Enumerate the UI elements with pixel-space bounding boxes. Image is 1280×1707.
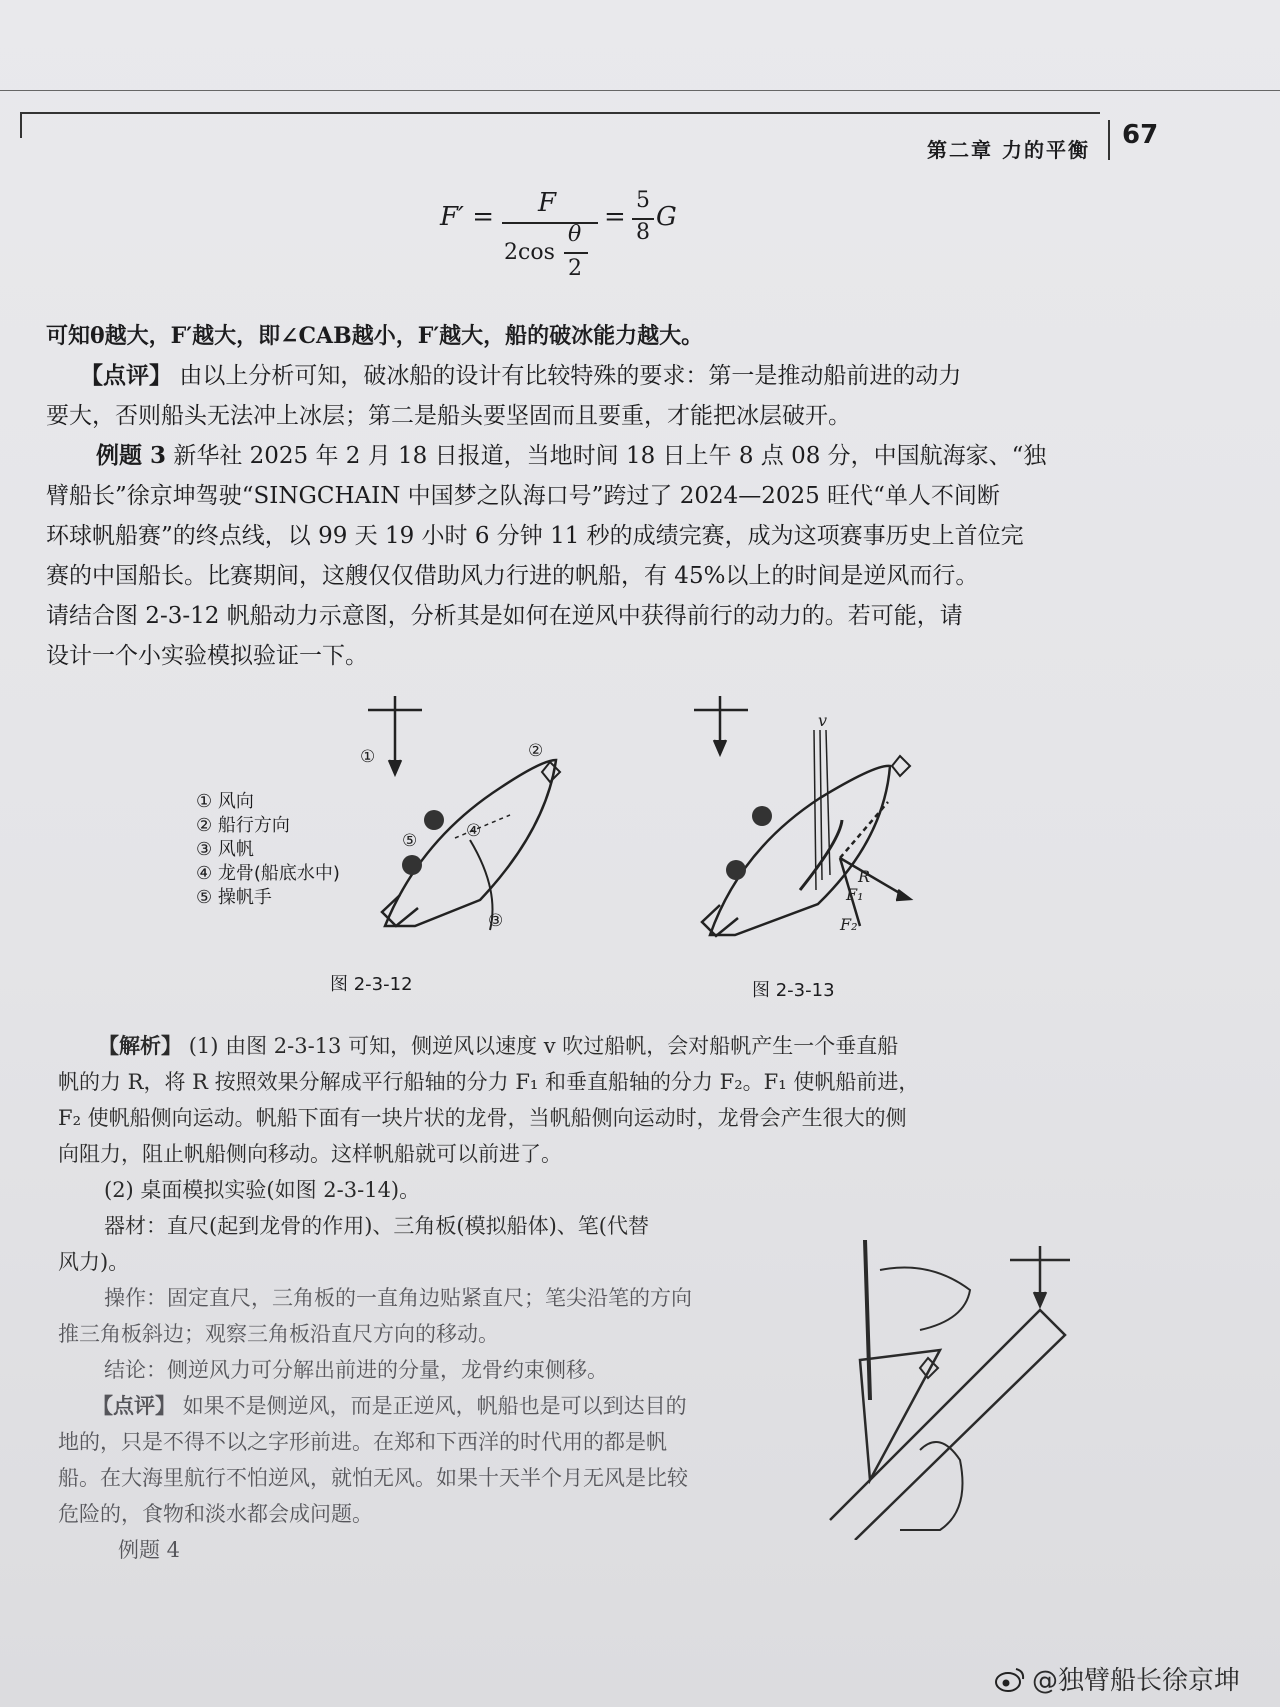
figure14-diagram [820,1240,1100,1540]
figure12-caption: 图 2-3-12 [330,974,413,995]
wind-arrow-head [389,760,401,774]
formula-two: 2 [568,256,582,281]
weibo-icon [994,1665,1026,1693]
label-r: R [858,867,871,886]
sailor-figure [424,810,444,830]
formula-frac-den: 8 [636,220,650,245]
formula-theta: θ [568,222,582,247]
watermark [994,1660,1240,1697]
page-number: 67 [1122,120,1159,150]
figure12-diagram [360,690,600,960]
comment2-text1: 如果不是侧逆风，而是正逆风，帆船也是可以到达目的 [182,1394,687,1418]
legend-item: ④ 龙骨(船底水中) [196,863,340,884]
materials-line2: 风力)。 [58,1250,130,1274]
comment1-text1: 由以上分析可知，破冰船的设计有比较特殊的要求：第一是推动船前进的动力 [179,363,962,389]
example3-line1 [46,436,1106,476]
wind-arrow-head [1034,1292,1046,1306]
sailor-figure [726,860,746,880]
hull-outline [710,766,890,935]
materials-line1: 器材：直尺(起到龙骨的作用)、三角板(模拟船体)、笔(代替 [104,1214,649,1238]
label-v: v [818,711,828,730]
formula-frac-num: 5 [636,188,650,213]
formula-lhs: F′ = [440,202,494,232]
wind-arrow-head [714,740,726,754]
legend-item: ② 船行方向 [196,815,290,836]
theta-fraction-bar [564,252,588,254]
comment1-line1 [46,356,1106,396]
comment1-text2: 要大，否则船头无法冲上冰层；第二是船头要坚固而且要重，才能把冰层破开。 [46,403,851,429]
comment2-text2: 地的，只是不得不以之字形前进。在郑和下西洋的时代用的都是帆 [58,1430,667,1454]
example3-text6: 设计一个小实验模拟验证一下。 [46,643,368,669]
conclusion-line: 结论：侧逆风力可分解出前进的分量，龙骨约束侧移。 [104,1358,608,1382]
pen [865,1240,870,1400]
marker-4: ④ [466,821,482,841]
bow-direction-marker [892,756,910,776]
figure12-legend [196,790,340,910]
label-f1: F₁ [846,885,864,904]
figure13-diagram [690,690,940,960]
conclusion-line: 可知θ越大，F′越大，即∠CAB越小，F′越大，船的破冰能力越大。 [46,323,704,349]
comment2-text3: 船。在大海里航行不怕逆风，就怕无风。如果十天半个月无风是比较 [58,1466,688,1490]
page-top-edge [0,90,1280,91]
operation-line2: 推三角板斜边；观察三角板沿直尺方向的移动。 [58,1322,499,1346]
example3-label: 例题 3 [96,442,167,469]
sailor-figure [402,855,422,875]
marker-2: ② [528,741,544,761]
marker-3: ③ [488,911,504,931]
comment2-text4: 危险的，食物和淡水都会成问题。 [58,1502,373,1526]
example3-text1: 新华社 2025 年 2 月 18 日报道，当地时间 18 日上午 8 点 08 分，中国航海家、“独 [173,443,1047,469]
analysis-text4: 向阻力，阻止帆船侧向移动。这样帆船就可以前进了。 [58,1142,562,1166]
marker-5: ⑤ [402,831,418,851]
sailor-figure [752,806,772,826]
header-divider [1108,120,1110,160]
analysis-text2: 帆的力 R，将 R 按照效果分解成平行船轴的分力 F₁ 和垂直船轴的分力 F₂。F₁ 使帆船前进， [58,1070,920,1094]
force-r-head [896,890,910,900]
figure13-caption: 图 2-3-13 [752,980,835,1001]
formula-numerator: F [538,188,557,218]
wind-stream [820,730,822,880]
comment1-label: 【点评】 [80,362,172,389]
formula-denominator: 2cos [504,240,555,265]
operation-line1: 操作：固定直尺，三角板的一直角边贴紧直尺；笔尖沿笔的方向 [104,1286,692,1310]
example3-text5: 请结合图 2-3-12 帆船动力示意图，分析其是如何在逆风中获得前行的动力的。若可能，请 [46,603,963,629]
analysis-text3: F₂ 使帆船侧向运动。帆船下面有一块片状的龙骨，当帆船侧向运动时，龙骨会产生很大的侧 [58,1106,907,1130]
legend-item: ① 风向 [196,791,254,812]
analysis-part2: (2) 桌面模拟实验(如图 2-3-14)。 [104,1178,421,1202]
keel-line [455,815,510,838]
formula-g: G [656,202,677,232]
analysis-line1 [58,1028,1078,1064]
example3-text2: 臂船长”徐京坤驾驶“SINGCHAIN 中国梦之队海口号”跨过了 2024—2025 旺代“单人不间断 [46,483,1000,509]
comment2-label: 【点评】 [92,1393,176,1418]
marker-1: ① [360,747,376,767]
label-f2: F₂ [840,915,858,934]
watermark-text: @独臂船长徐京坤 [1031,1666,1240,1696]
body-text [46,316,1106,676]
formula-eq: = [604,202,626,232]
analysis-label: 【解析】 [98,1033,182,1058]
legend-item: ③ 风帆 [196,839,254,860]
example3-text4: 赛的中国船长。比赛期间，这艘仅仅借助风力行进的帆船，有 45%以上的时间是逆风而行。 [46,563,979,589]
legend-item: ⑤ 操帆手 [196,887,272,908]
formula [440,188,740,288]
fraction-bar [502,222,598,224]
wind-stream [814,730,816,890]
triangle-board [860,1350,940,1480]
chapter-header: 第二章 力的平衡 [927,138,1090,162]
example4-label: 例题 4 [118,1538,181,1562]
hand-top [880,1268,970,1331]
example3-text3: 环球帆船赛”的终点线，以 99 天 19 小时 6 分钟 11 秒的成绩完赛，成为这项赛事历史上首位完 [46,523,1024,549]
analysis-text1: (1) 由图 2-3-13 可知，侧逆风以速度 v 吹过船帆，会对船帆产生一个垂直船 [188,1034,899,1058]
